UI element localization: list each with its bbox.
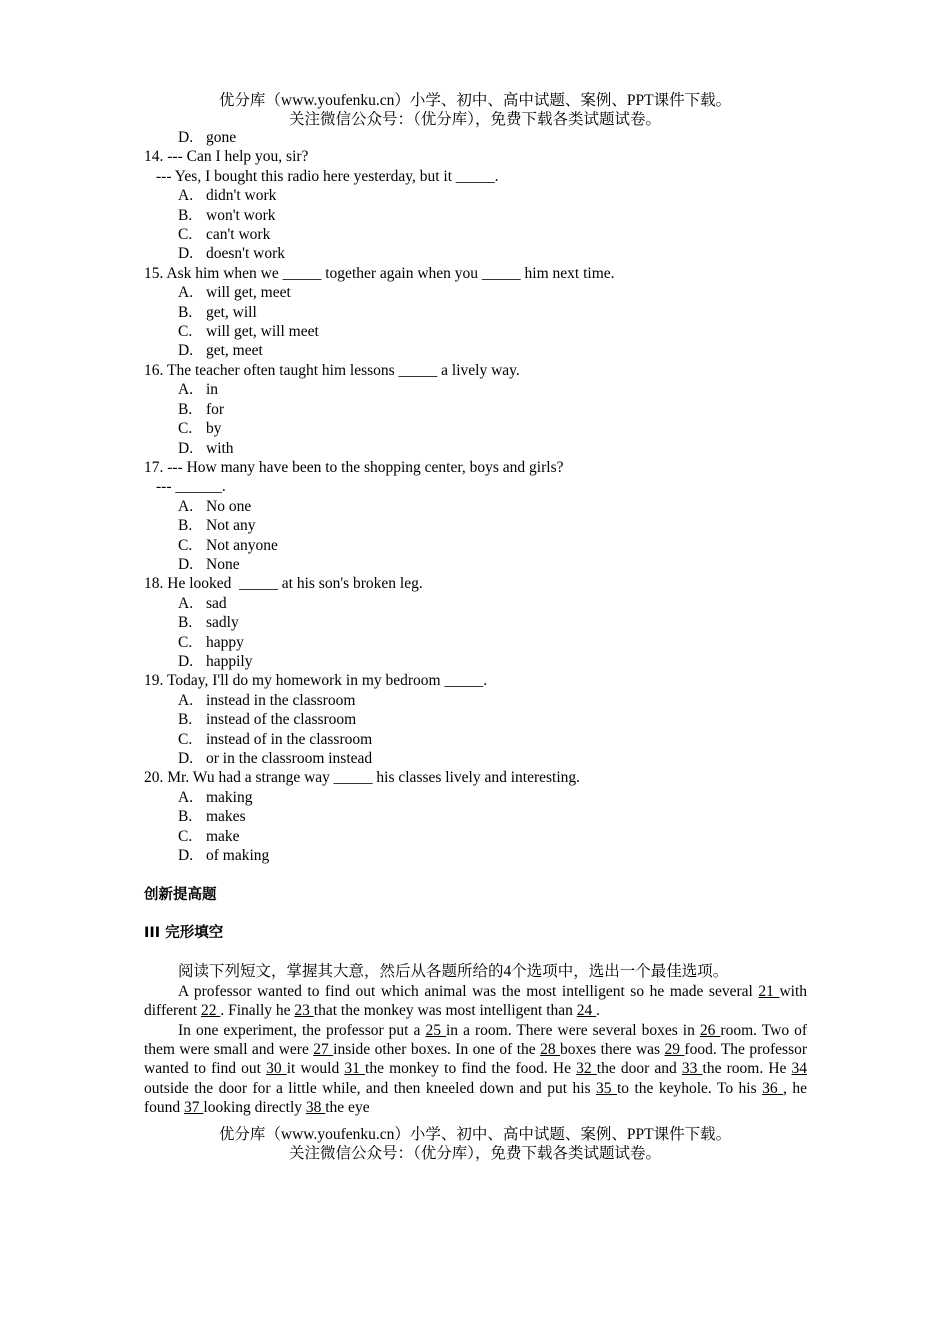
- option-b: B. sadly: [178, 614, 239, 632]
- option-d: D. None: [178, 555, 240, 573]
- option-b: B. makes: [178, 808, 246, 826]
- document-body: [144, 128, 807, 1118]
- option-c: C. can't work: [178, 226, 271, 244]
- option-d: D. doesn't work: [178, 245, 285, 263]
- option-c: C. happy: [178, 633, 244, 651]
- question-stem: 15. Ask him when we _____ together again when you _____ him next time.: [144, 264, 615, 282]
- blank-21: 21: [758, 982, 780, 1000]
- footer-line-2: 关注微信公众号：（优分库），免费下载各类试题试卷。: [288, 1145, 661, 1163]
- question-stem: 18. He looked _____ at his son's broken leg.: [144, 575, 423, 593]
- option-a: A. will get, meet: [178, 284, 291, 302]
- option-b: B. won't work: [178, 206, 276, 224]
- question-15: [144, 264, 807, 361]
- option-c: C. Not anyone: [178, 536, 278, 554]
- option-b: B. for: [178, 400, 225, 418]
- page-header: [0, 91, 950, 130]
- question-19: [144, 671, 807, 768]
- option-a: A. making: [178, 788, 253, 806]
- blank-29: 29: [664, 1041, 685, 1059]
- section-subtitle: III 完形填空: [144, 925, 224, 942]
- option-d: D. or in the classroom instead: [178, 750, 373, 767]
- option-c: C. will get, will meet: [178, 323, 319, 341]
- option-b: B. instead of the classroom: [178, 711, 357, 729]
- question-14: [144, 147, 807, 263]
- option-a: A. didn't work: [178, 187, 277, 205]
- question-stem: 19. Today, I'll do my homework in my bedroom _____.: [144, 672, 488, 690]
- cloze-instruction: 阅读下列短文，掌握其大意，然后从各题所给的4个选项中，选出一个最佳选项。: [178, 963, 729, 981]
- header-line-2: 关注微信公众号：（优分库），免费下载各类试题试卷。: [288, 111, 661, 129]
- option-d: D. happily: [178, 652, 253, 670]
- question-sub: --- ______.: [156, 478, 226, 496]
- blank-25: 25: [425, 1021, 446, 1039]
- question-stem: 16. The teacher often taught him lessons _____ a lively way.: [144, 361, 520, 379]
- blank-35: 35: [596, 1079, 617, 1097]
- option-a: A. instead in the classroom: [178, 691, 356, 709]
- passage-paragraph-1: A professor wanted to find out which animal was the most intelligent so he made several 21 with different 22 . Finally he 23 that the monkey was most intelligent than 24 .: [144, 982, 807, 1020]
- blank-38: 38: [305, 1099, 326, 1117]
- option-b: B. Not any: [178, 517, 256, 535]
- footer-line-1: 优分库（www.youfenku.cn）小学、初中、高中试题、案例、PPT课件下载。: [218, 1126, 732, 1143]
- question-stem: 17. --- How many have been to the shopping center, boys and girls?: [144, 458, 564, 476]
- question-20: [144, 768, 807, 865]
- blank-22: 22: [200, 1002, 221, 1020]
- question-stem: 14. --- Can I help you, sir?: [144, 148, 309, 166]
- blank-34: 34: [791, 1060, 808, 1078]
- option-d: D. of making: [178, 847, 270, 865]
- blank-26: 26: [699, 1021, 721, 1039]
- blank-32: 32: [576, 1060, 597, 1078]
- question-17: [144, 458, 807, 574]
- blank-28: 28: [540, 1041, 560, 1059]
- question-18: [144, 574, 807, 671]
- blank-37: 37: [184, 1099, 204, 1117]
- blank-36: 36: [762, 1079, 784, 1097]
- q13-option-d: D. gone: [178, 129, 237, 146]
- page-footer: [0, 1125, 950, 1164]
- question-sub: --- Yes, I bought this radio here yesterday, but it _____.: [156, 167, 499, 185]
- blank-27: 27: [313, 1041, 334, 1059]
- option-a: A. in: [178, 381, 219, 399]
- blank-31: 31: [344, 1060, 366, 1078]
- option-c: C. by: [178, 420, 222, 438]
- option-b: B. get, will: [178, 303, 257, 321]
- header-line-1: 优分库（www.youfenku.cn）小学、初中、高中试题、案例、PPT课件下载。: [218, 92, 732, 109]
- option-c: C. make: [178, 827, 240, 845]
- section-title: 创新提高题: [144, 887, 217, 904]
- option-a: A. sad: [178, 594, 227, 612]
- option-d: D. with: [178, 439, 234, 457]
- question-16: [144, 361, 807, 458]
- blank-30: 30: [266, 1060, 287, 1078]
- passage-paragraph-2: In one experiment, the professor put a 25 in a room. There were several boxes in 26 room. Two of them were small and were 27 inside other boxes. In one of the 28 boxes there was 29 food. The professor wanted to find out 30 it would 31 the monkey to find the food. He 32 the door and 33 the room. He 34 outside the door for a little while, and then kneeled down and put his 35 to the keyhole. To his 36 , he found 37 looking directly 38 the eye: [144, 1021, 808, 1117]
- blank-33: 33: [681, 1060, 703, 1078]
- option-c: C. instead of in the classroom: [178, 730, 373, 748]
- blank-23: 23: [294, 1002, 314, 1020]
- option-a: A. No one: [178, 497, 252, 515]
- question-stem: 20. Mr. Wu had a strange way _____ his classes lively and interesting.: [144, 769, 581, 787]
- blank-24: 24: [576, 1002, 597, 1020]
- option-d: D. get, meet: [178, 342, 263, 360]
